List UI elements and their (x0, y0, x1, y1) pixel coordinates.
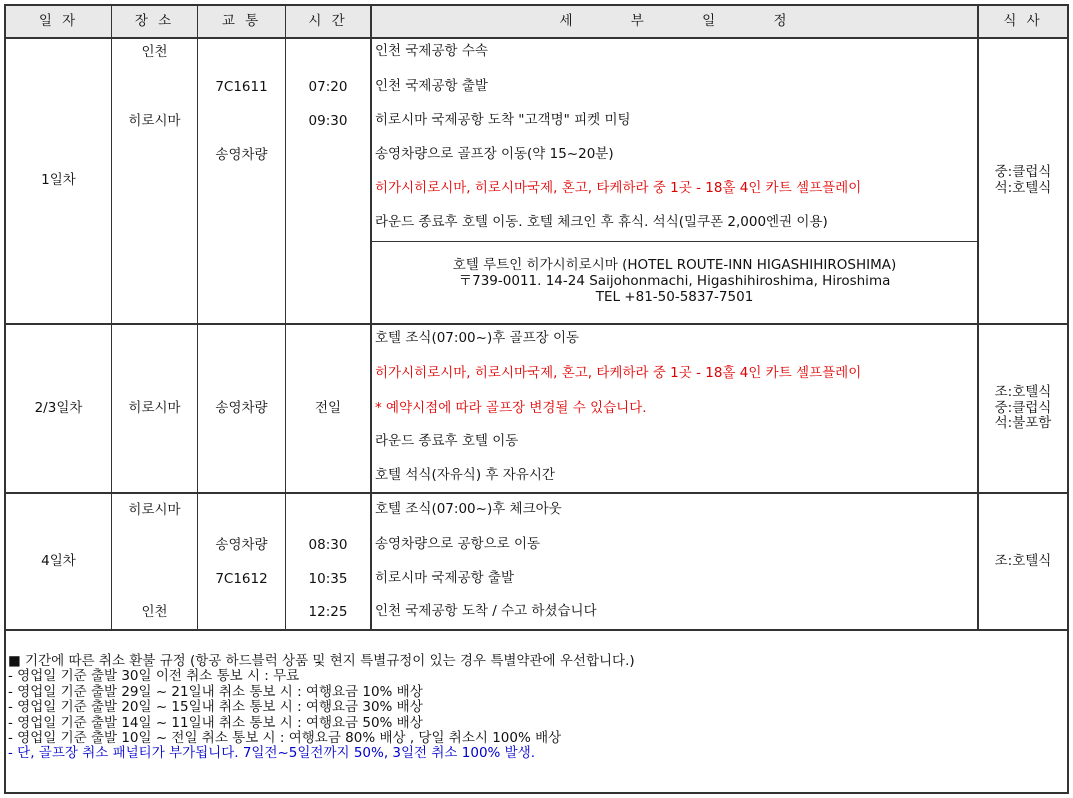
day4-flight: 7C1612 (215, 571, 268, 588)
day1-meals (979, 39, 1067, 323)
policy-line: - 영업일 기준 출발 10일 ~ 전일 취소 통보 시 : 여행요금 80% 배상 , 당일 취소시 100% 배상 (8, 730, 562, 747)
policy-line: - 영업일 기준 출발 14일 ~ 11일내 취소 통보 시 : 여행요금 50% 배상 (8, 714, 423, 731)
policy-title: ■ 기간에 따른 취소 환불 규정 (항공 하드블럭 상품 및 현지 특별규정이 있는 경우 특별약관에 우선합니다.) (8, 653, 635, 669)
day1-item-5: 히가시히로시마, 히로시마국제, 혼고, 타케하라 중 1곳 - 18홀 4인 카트 셀프플레이 (375, 180, 862, 196)
policy-line: - 영업일 기준 출발 20일 ~ 15일내 취소 통보 시 : 여행요금 30% 배상 (8, 699, 423, 716)
day23-item-5: 호텔 석식(자유식) 후 자유시간 (375, 467, 555, 483)
day4-label: 4일차 (41, 552, 76, 569)
header-date: 일 자 (38, 12, 79, 29)
policy-line: - 영업일 기준 출발 29일 ~ 21일내 취소 통보 시 : 여행요금 10% 배상 (8, 683, 423, 700)
day1-item-1: 인천 국제공항 수속 (375, 43, 488, 59)
day23-divider (6, 492, 1067, 494)
header-place: 장 소 (134, 12, 175, 29)
hotel-name: 호텔 루트인 히가시히로시마 (HOTEL ROUTE-INN HIGASHIHIROSHIMA) (452, 257, 897, 273)
day1-item-4: 송영차량으로 골프장 이동(약 15~20분) (375, 146, 614, 162)
day1-place-hiroshima: 히로시마 (128, 113, 181, 130)
policy-note: - 단, 골프장 취소 패널티가 부가됩니다. 7일전~5일전까지 50%, 3일전 취소 100% 발생. (8, 745, 536, 762)
day1-place-incheon: 인천 (141, 44, 168, 61)
col-divider-1 (111, 6, 112, 629)
day23-meal-breakfast: 조:호텔식 (994, 384, 1052, 401)
cancellation-policy (8, 654, 635, 762)
day4-place-hiroshima: 히로시마 (128, 502, 181, 519)
day23-transport: 송영차량 (215, 399, 268, 416)
day4-item-3: 히로시마 국제공항 출발 (375, 570, 514, 586)
day1-meal-dinner: 석:호텔식 (994, 180, 1052, 196)
day4-shuttle: 송영차량 (215, 537, 268, 554)
day23-time: 전일 (314, 399, 342, 416)
header-meal: 식 사 (1003, 12, 1043, 29)
day23-item-3: * 예약시점에 따라 골프장 변경될 수 있습니다. (375, 400, 647, 416)
day1-label: 1일차 (41, 172, 76, 189)
hotel-info (372, 257, 977, 305)
hotel-address: 〒739-0011. 14-24 Saijohonmachi, Higashihiroshima, Hiroshima (458, 273, 891, 289)
day1-time-departure: 07:20 (308, 79, 348, 96)
day23-meals (979, 325, 1067, 492)
day1-item-6: 라운드 종료후 호텔 이동. 호텔 체크인 후 휴식. 석식(밀쿠폰 2,000엔권 이용) (375, 214, 828, 230)
day23-place: 히로시마 (128, 399, 181, 416)
header-divider (6, 37, 1067, 39)
day1-item-2: 인천 국제공항 출발 (375, 78, 488, 94)
header-schedule: 세 부 일 정 (559, 12, 790, 29)
hotel-tel: TEL +81-50-5837-7501 (595, 289, 754, 305)
day23-meal-dinner: 석:불포함 (994, 415, 1052, 432)
header-transport: 교 통 (221, 12, 262, 29)
day4-place-incheon: 인천 (141, 604, 168, 621)
day4-item-1: 호텔 조식(07:00~)후 체크아웃 (375, 501, 562, 517)
day4-item-4: 인천 국제공항 도착 / 수고 하셨습니다 (375, 603, 597, 619)
day4-divider (6, 629, 1067, 631)
day23-item-4: 라운드 종료후 호텔 이동 (375, 433, 519, 449)
day23-label: 2/3일차 (34, 399, 83, 416)
day4-time-shuttle: 08:30 (308, 537, 348, 554)
day4-time-arrival: 12:25 (308, 604, 348, 621)
day4-item-2: 송영차량으로 공항으로 이동 (375, 536, 541, 552)
header-time: 시 간 (308, 12, 348, 29)
day23-item-2: 히가시히로시마, 히로시마국제, 혼고, 타케하라 중 1곳 - 18홀 4인 카트 셀프플레이 (375, 365, 862, 381)
day4-meal-breakfast: 조:호텔식 (994, 552, 1052, 569)
policy-line: - 영업일 기준 출발 30일 이전 취소 통보 시 : 무료 (8, 668, 300, 685)
hotel-divider (372, 241, 977, 242)
day1-time-arrival: 09:30 (308, 113, 348, 130)
day23-item-1: 호텔 조식(07:00~)후 골프장 이동 (375, 330, 580, 346)
day1-item-3: 히로시마 국제공항 도착 "고객명" 피켓 미팅 (375, 112, 631, 128)
col-divider-4 (370, 6, 372, 629)
day23-meal-lunch: 중:클럽식 (994, 399, 1052, 416)
day4-time-departure: 10:35 (308, 571, 348, 588)
day1-flight: 7C1611 (215, 79, 268, 96)
day1-meal-lunch: 중:클럽식 (994, 164, 1052, 181)
day1-shuttle: 송영차량 (215, 147, 268, 164)
